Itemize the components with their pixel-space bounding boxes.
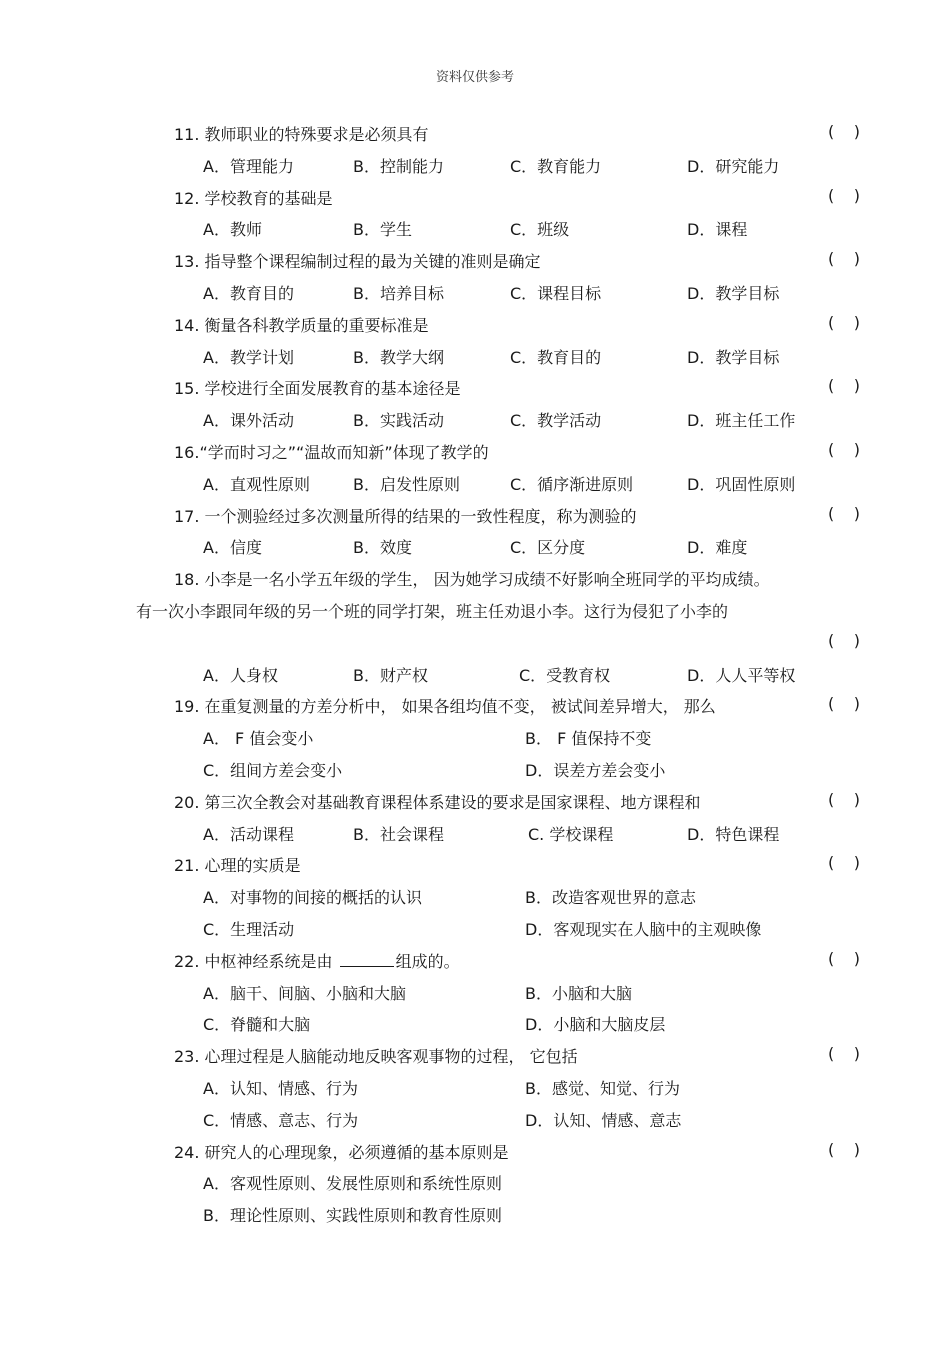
question-text-post: 组成的。 xyxy=(395,951,460,971)
question-text: 24. 研究人的心理现象，必须遵循的基本原则是 xyxy=(174,1142,509,1162)
bracket-open: ( xyxy=(828,503,835,523)
option-d: D．教学目标 xyxy=(687,347,780,367)
bracket-open: ( xyxy=(828,630,835,650)
options-14 xyxy=(0,341,950,373)
question-text xyxy=(174,949,460,972)
option-c: C．受教育权 xyxy=(519,665,611,685)
bracket-close: ) xyxy=(853,1139,860,1159)
options-21-row-1 xyxy=(0,881,950,913)
option-a: A．认知、情感、行为 xyxy=(203,1078,358,1098)
option-c: C．教育目的 xyxy=(510,347,602,367)
option-a: A．脑干、间脑、小脑和大脑 xyxy=(203,983,406,1003)
answer-bracket xyxy=(828,631,860,650)
option-b: B． F 值保持不变 xyxy=(525,729,652,749)
question-text: 11. 教师职业的特殊要求是必须具有 xyxy=(174,125,429,144)
options-24-row-1 xyxy=(0,1167,950,1199)
option-c: C．课程目标 xyxy=(510,283,602,303)
option-d: D．班主任工作 xyxy=(687,411,796,431)
question-text: 有一次小李跟同年级的另一个班的同学打架，班主任劝退小李。这行为侵犯了小李的 xyxy=(136,601,729,621)
option-d: D．人人平等权 xyxy=(687,665,796,685)
option-a: A．教育目的 xyxy=(203,283,294,303)
options-22-row-1 xyxy=(0,977,950,1009)
bracket-open: ( xyxy=(828,312,835,332)
option-c: C．生理活动 xyxy=(203,919,295,939)
option-b: B．社会课程 xyxy=(353,824,444,844)
question-15 xyxy=(0,372,950,404)
options-20 xyxy=(0,818,950,850)
answer-bracket xyxy=(828,440,860,459)
options-19-row-2 xyxy=(0,754,950,786)
options-24-row-2 xyxy=(0,1199,950,1231)
option-c: C. 学校课程 xyxy=(528,824,614,844)
bracket-open: ( xyxy=(828,948,835,968)
option-c: C．循序渐进原则 xyxy=(510,474,634,494)
options-16 xyxy=(0,468,950,500)
question-text: 19. 在重复测量的方差分析中， 如果各组均值不变， 被试间差异增大， 那么 xyxy=(174,697,716,717)
option-b: B．理论性原则、实践性原则和教育性原则 xyxy=(203,1206,502,1226)
answer-bracket xyxy=(828,790,860,809)
question-24 xyxy=(0,1136,950,1168)
option-a: A．教师 xyxy=(203,220,262,240)
bracket-close: ) xyxy=(853,376,860,396)
bracket-open: ( xyxy=(828,694,835,714)
question-text: 15. 学校进行全面发展教育的基本途径是 xyxy=(174,379,461,399)
bracket-close: ) xyxy=(853,789,860,809)
bracket-open: ( xyxy=(828,789,835,809)
option-d: D．课程 xyxy=(687,220,748,240)
question-16 xyxy=(0,436,950,468)
option-d: D．难度 xyxy=(687,538,748,558)
answer-bracket xyxy=(828,249,860,268)
bracket-close: ) xyxy=(853,185,860,205)
option-b: B．控制能力 xyxy=(353,156,444,176)
option-a: A．客观性原则、发展性原则和系统性原则 xyxy=(203,1174,502,1194)
question-18-line-1 xyxy=(0,563,950,595)
option-a: A．教学计划 xyxy=(203,347,294,367)
option-b: B．感觉、知觉、行为 xyxy=(525,1078,680,1098)
question-22 xyxy=(0,945,950,977)
option-b: B．效度 xyxy=(353,538,412,558)
option-d: D．小脑和大脑皮层 xyxy=(525,1015,666,1035)
option-c: C．教学活动 xyxy=(510,411,602,431)
question-text: 12. 学校教育的基础是 xyxy=(174,188,333,208)
question-14 xyxy=(0,309,950,341)
question-text: 16.“学而时习之”“温故而知新”体现了教学的 xyxy=(174,442,489,462)
question-17 xyxy=(0,500,950,532)
option-a: A．信度 xyxy=(203,538,262,558)
bracket-close: ) xyxy=(853,948,860,968)
answer-bracket xyxy=(828,949,860,968)
question-text: 18. 小李是一名小学五年级的学生， 因为她学习成绩不好影响全班同学的平均成绩。 xyxy=(174,570,770,590)
option-a: A．课外活动 xyxy=(203,411,294,431)
options-21-row-2 xyxy=(0,913,950,945)
option-d: D．认知、情感、意志 xyxy=(525,1110,682,1130)
answer-bracket xyxy=(828,122,860,141)
option-a: A．管理能力 xyxy=(203,156,294,176)
answer-bracket xyxy=(828,313,860,332)
option-b: B．财产权 xyxy=(353,665,428,685)
option-a: A．直观性原则 xyxy=(203,474,310,494)
bracket-close: ) xyxy=(853,249,860,269)
bracket-close: ) xyxy=(853,122,860,141)
options-23-row-2 xyxy=(0,1104,950,1136)
bracket-open: ( xyxy=(828,439,835,459)
option-d: D．误差方差会变小 xyxy=(525,760,666,780)
option-d: D．研究能力 xyxy=(687,156,780,176)
option-d: D．特色课程 xyxy=(687,824,780,844)
answer-bracket xyxy=(828,186,860,205)
question-23 xyxy=(0,1040,950,1072)
question-text-pre: 22. 中枢神经系统是由 xyxy=(174,951,333,971)
question-text: 20. 第三次全教会对基础教育课程体系建设的要求是国家课程、地方课程和 xyxy=(174,792,701,812)
question-18-bracket-row xyxy=(0,627,950,659)
answer-bracket xyxy=(828,504,860,523)
bracket-close: ) xyxy=(853,694,860,714)
bracket-close: ) xyxy=(853,503,860,523)
option-d: D．巩固性原则 xyxy=(687,474,796,494)
option-b: B．改造客观世界的意志 xyxy=(525,888,696,908)
option-c: C．班级 xyxy=(510,220,570,240)
option-a: A． F 值会变小 xyxy=(203,729,314,749)
bracket-open: ( xyxy=(828,1139,835,1159)
bracket-open: ( xyxy=(828,1044,835,1064)
options-23-row-1 xyxy=(0,1072,950,1104)
bracket-open: ( xyxy=(828,376,835,396)
options-22-row-2 xyxy=(0,1008,950,1040)
options-19-row-1 xyxy=(0,722,950,754)
question-text: 21. 心理的实质是 xyxy=(174,856,301,876)
bracket-open: ( xyxy=(828,185,835,205)
bracket-open: ( xyxy=(828,122,835,141)
option-c: C．脊髓和大脑 xyxy=(203,1015,311,1035)
option-b: B．小脑和大脑 xyxy=(525,983,632,1003)
question-20 xyxy=(0,786,950,818)
option-a: A．对事物的间接的概括的认识 xyxy=(203,888,422,908)
options-13 xyxy=(0,277,950,309)
bracket-open: ( xyxy=(828,853,835,873)
options-18 xyxy=(0,659,950,691)
option-a: A．人身权 xyxy=(203,665,278,685)
question-19 xyxy=(0,690,950,722)
option-d: D．教学目标 xyxy=(687,283,780,303)
page-header: 资料仅供参考 xyxy=(435,70,514,85)
options-12 xyxy=(0,213,950,245)
answer-bracket xyxy=(828,376,860,395)
answer-bracket xyxy=(828,853,860,872)
answer-bracket xyxy=(828,1140,860,1159)
answer-bracket xyxy=(828,694,860,713)
option-c: C．情感、意志、行为 xyxy=(203,1110,359,1130)
options-15 xyxy=(0,404,950,436)
option-b: B．学生 xyxy=(353,220,412,240)
option-b: B．实践活动 xyxy=(353,411,444,431)
question-list xyxy=(0,118,950,1231)
question-18-line-2 xyxy=(0,595,950,627)
fill-blank xyxy=(340,952,394,967)
option-c: C．区分度 xyxy=(510,538,586,558)
bracket-close: ) xyxy=(853,439,860,459)
option-c: C．组间方差会变小 xyxy=(203,760,343,780)
option-b: B．教学大纲 xyxy=(353,347,444,367)
question-11 xyxy=(0,118,950,150)
option-b: B．启发性原则 xyxy=(353,474,460,494)
bracket-close: ) xyxy=(853,630,860,650)
bracket-close: ) xyxy=(853,1044,860,1064)
question-text: 14. 衡量各科教学质量的重要标准是 xyxy=(174,315,429,335)
options-11 xyxy=(0,150,950,182)
question-12 xyxy=(0,182,950,214)
bracket-close: ) xyxy=(853,853,860,873)
answer-bracket xyxy=(828,1044,860,1063)
option-a: A．活动课程 xyxy=(203,824,294,844)
option-b: B．培养目标 xyxy=(353,283,444,303)
bracket-open: ( xyxy=(828,249,835,269)
question-13 xyxy=(0,245,950,277)
question-text: 13. 指导整个课程编制过程的最为关键的准则是确定 xyxy=(174,252,541,272)
options-17 xyxy=(0,531,950,563)
question-text: 17. 一个测验经过多次测量所得的结果的一致性程度，称为测验的 xyxy=(174,506,637,526)
question-21 xyxy=(0,849,950,881)
option-c: C．教育能力 xyxy=(510,156,602,176)
question-text: 23. 心理过程是人脑能动地反映客观事物的过程， 它包括 xyxy=(174,1047,578,1067)
bracket-close: ) xyxy=(853,312,860,332)
option-d: D．客观现实在人脑中的主观映像 xyxy=(525,919,762,939)
